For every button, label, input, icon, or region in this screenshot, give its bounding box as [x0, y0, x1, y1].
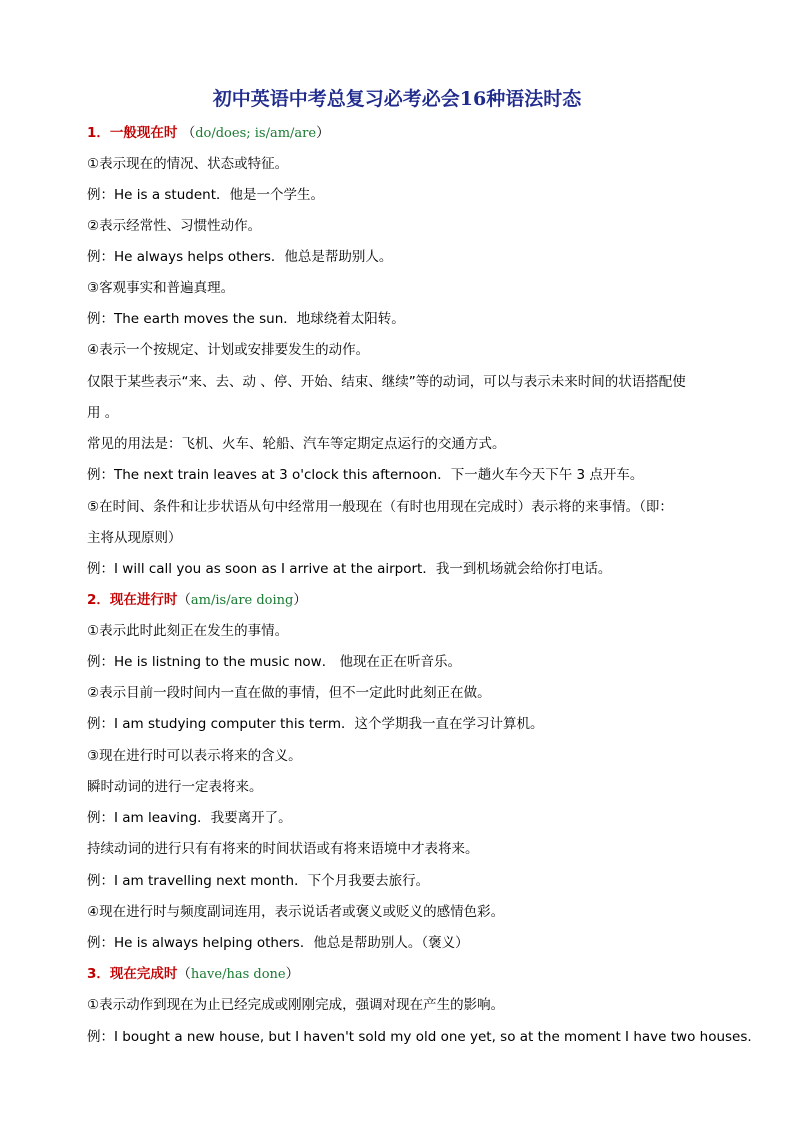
section-heading-2: 2．现在进行时（am/is/are doing）	[87, 592, 307, 608]
text-line: ④表示一个按规定、计划或安排要发生的动作。	[87, 342, 370, 358]
text-line: ③现在进行时可以表示将来的含义。	[87, 748, 302, 764]
text-line: 仅限于某些表示“来、去、动 、停、开始、结束、继续”等的动词，可以与表示未来时间的状语搭配使	[87, 374, 686, 390]
example-line: 例：I will call you as soon as I arrive at the airport．我一到机场就会给你打电话。	[87, 561, 612, 577]
example-line: 例：I am travelling next month．下个月我要去旅行。	[87, 873, 430, 889]
section-title: 1．一般现在时	[87, 125, 178, 141]
text-line: ①表示现在的情况、状态或特征。	[87, 156, 289, 172]
example-line: 例：The earth moves the sun．地球绕着太阳转。	[87, 311, 405, 327]
example-line: 例：He always helps others．他总是帮助别人。	[87, 249, 393, 265]
section-heading-3: 3．现在完成时（have/has done）	[87, 966, 300, 982]
page-title: 初中英语中考总复习必考必会16种语法时态	[212, 88, 582, 110]
example-line: 例：The next train leaves at 3 o'clock this afternoon．下一趟火车今天下午 3 点开车。	[87, 467, 644, 483]
text-line: 持续动词的进行只有有将来的时间状语或有将来语境中才表将来。	[87, 841, 479, 857]
text-line: ③客观事实和普遍真理。	[87, 280, 235, 296]
text-line: ②表示目前一段时间内一直在做的事情，但不一定此时此刻正在做。	[87, 685, 491, 701]
example-line: 例：He is a student．他是一个学生。	[87, 187, 324, 203]
text-line: 主将从现原则）	[87, 530, 182, 546]
text-line: ②表示经常性、习惯性动作。	[87, 218, 262, 234]
section-formula: do/does; is/am/are	[195, 126, 317, 141]
section-title: 2．现在进行时	[87, 592, 178, 608]
text-line: ④现在进行时与频度副词连用，表示说话者或褒义或贬义的感情色彩。	[87, 904, 505, 920]
text-line: ①表示动作到现在为止已经完成或刚刚完成，强调对现在产生的影响。	[87, 997, 505, 1013]
section-heading-1: 1．一般现在时 （do/does; is/am/are）	[87, 125, 330, 141]
example-line: 例：He is always helping others．他总是帮助别人。（褒义）	[87, 935, 469, 951]
text-line: 瞬时动词的进行一定表将来。	[87, 779, 263, 795]
text-line: ⑤在时间、条件和让步状语从句中经常用一般现在（有时也用现在完成时）表示将的来事情。（即：	[87, 499, 673, 515]
example-line: 例：He is listning to the music now． 他现在正在听音乐。	[87, 654, 462, 670]
example-line: 例：I bought a new house, but I haven't sold my old one yet, so at the moment I have two houses.	[87, 1029, 752, 1045]
section-formula: have/has done	[190, 967, 286, 982]
section-formula: am/is/are doing	[190, 593, 294, 608]
example-line: 例：I am studying computer this term．这个学期我一直在学习计算机。	[87, 716, 544, 732]
example-line: 例：I am leaving．我要离开了。	[87, 810, 292, 826]
text-line: ①表示此时此刻正在发生的事情。	[87, 623, 289, 639]
section-title: 3．现在完成时	[87, 966, 178, 982]
text-line: 常见的用法是：飞机、火车、轮船、汽车等定期定点运行的交通方式。	[87, 436, 506, 452]
text-line: 用 。	[87, 405, 119, 421]
